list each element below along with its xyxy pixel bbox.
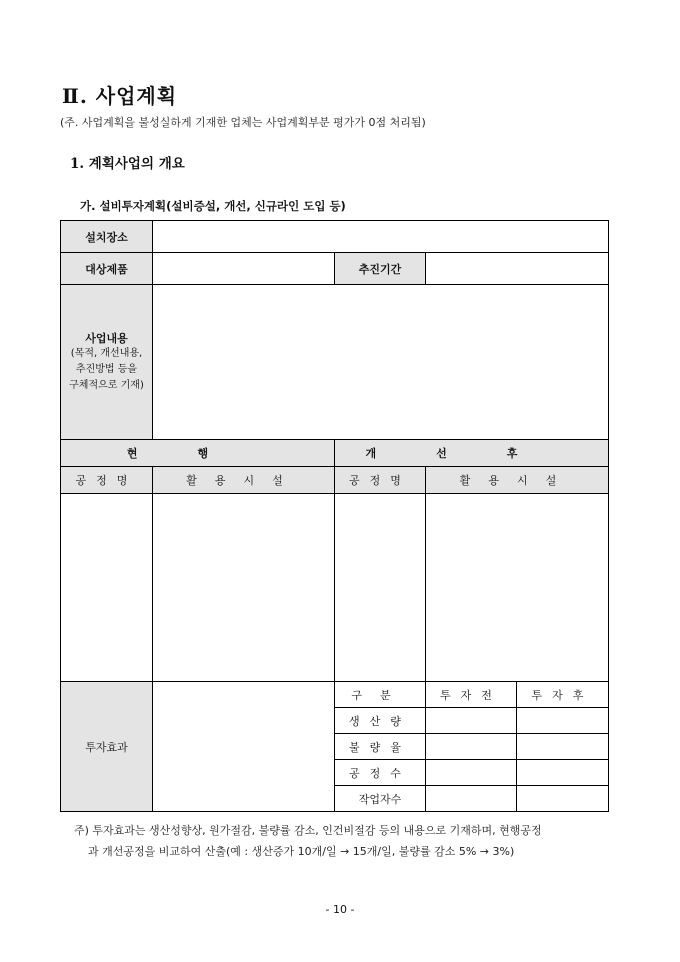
defect-after-field[interactable] [517, 734, 609, 760]
workers-after-field[interactable] [517, 786, 609, 812]
business-content-title: 사업내용 [85, 332, 128, 345]
workers-before-field[interactable] [426, 786, 517, 812]
footnote-line-2: 과 개선공정을 비교하여 산출(예 : 생산증가 10개/일 → 15개/일, 불량률 감소 5% → 3%) [88, 845, 515, 858]
evaluation-note: (주. 사업계획을 불성실하게 기재한 업체는 사업계획부분 평가가 0점 처리됨) [60, 116, 426, 129]
period-field[interactable] [426, 253, 609, 285]
investment-effect-field[interactable] [153, 682, 335, 812]
process-count-after-field[interactable] [517, 760, 609, 786]
period-label: 추진기간 [335, 253, 426, 285]
effect-row-process-count: 공정수 [335, 760, 426, 786]
business-content-hint-3: 구체적으로 기재) [69, 380, 144, 391]
footnote-line-1: 주) 투자효과는 생산성향상, 원가절감, 불량률 감소, 인건비절감 등의 내용으로 기재하며, 현행공정 [74, 824, 542, 837]
defect-before-field[interactable] [426, 734, 517, 760]
effect-before-label: 투자전 [426, 682, 517, 708]
after-facility-label: 활용시설 [426, 467, 609, 494]
page-title: Ⅱ. 사업계획 [62, 84, 178, 108]
current-process-name-field[interactable] [61, 494, 153, 682]
install-location-field[interactable] [153, 221, 609, 253]
effect-division-label: 구분 [335, 682, 426, 708]
footnote [74, 820, 542, 862]
effect-row-output: 생산량 [335, 708, 426, 734]
section-heading: 1. 계획사업의 개요 [70, 156, 185, 172]
business-content-field[interactable] [153, 285, 609, 440]
investment-effect-label: 투자효과 [61, 682, 153, 812]
install-location-label: 설치장소 [61, 221, 153, 253]
effect-after-label: 투자후 [517, 682, 609, 708]
business-content-label [61, 285, 153, 440]
output-before-field[interactable] [426, 708, 517, 734]
effect-row-workers: 작업자수 [335, 786, 426, 812]
business-content-hint-2: 추진방법 등을 [75, 364, 138, 375]
after-facility-field[interactable] [426, 494, 609, 682]
current-facility-field[interactable] [153, 494, 335, 682]
after-process-name-label: 공정명 [335, 467, 426, 494]
current-header: 현행 [61, 440, 335, 467]
process-count-before-field[interactable] [426, 760, 517, 786]
output-after-field[interactable] [517, 708, 609, 734]
target-product-field[interactable] [153, 253, 335, 285]
investment-plan-table [60, 220, 609, 812]
current-facility-label: 활용시설 [153, 467, 335, 494]
business-content-hint-1: (목적, 개선내용, [70, 348, 143, 359]
after-improvement-header: 개선후 [335, 440, 609, 467]
target-product-label: 대상제품 [61, 253, 153, 285]
effect-row-defect-rate: 불량율 [335, 734, 426, 760]
subsection-heading: 가. 설비투자계획(설비증설, 개선, 신규라인 도입 등) [80, 199, 346, 213]
page-number: - 10 - [325, 903, 355, 916]
after-process-name-field[interactable] [335, 494, 426, 682]
current-process-name-label: 공정명 [61, 467, 153, 494]
